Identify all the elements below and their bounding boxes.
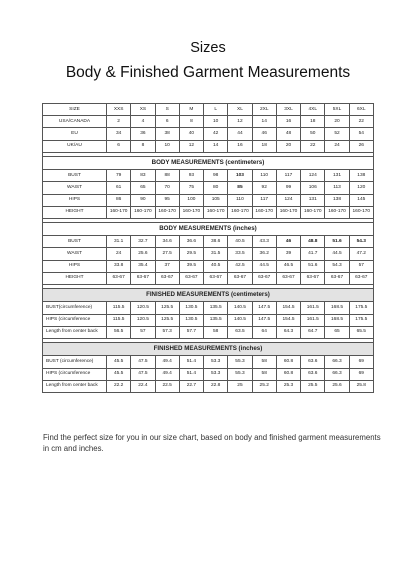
section-title: FINISHED MEASUREMENTS (inches) [43,342,374,355]
table-cell: 18 [252,140,276,152]
row-label: HIPS (circumference [43,368,107,380]
table-row [43,326,374,338]
table-cell: 50 [301,128,325,140]
table-cell: 18 [301,116,325,128]
table-cell: 2 [107,116,131,128]
table-cell: 10 [155,140,179,152]
table-cell: 130.5 [179,314,203,326]
table-cell: 175.5 [349,314,373,326]
table-cell: 51.6 [301,260,325,272]
table-cell: 83 [131,170,155,182]
table-cell: 92 [252,182,276,194]
table-cell: 160-170 [179,206,203,218]
table-cell: 160-170 [131,206,155,218]
table-cell: 25.6 [325,380,349,392]
table-cell: 64.3 [276,326,300,338]
table-cell: 99 [276,182,300,194]
table-cell: 154.5 [276,314,300,326]
table-cell: 66.3 [325,356,349,368]
table-cell: 45.5 [107,368,131,380]
table-cell: 43.3 [252,236,276,248]
table-cell: 48 [276,128,300,140]
table-cell: 168.5 [325,302,349,314]
table-cell: 36.6 [179,236,203,248]
table-cell: 42.5 [228,260,252,272]
page-subtitle: Body & Finished Garment Measurements [65,64,351,81]
table-cell: 45.5 [107,356,131,368]
table-row [43,272,374,284]
section-title: BODY MEASUREMENTS (inches) [43,222,374,235]
table-cell: 110 [228,194,252,206]
table-cell: 140.5 [228,314,252,326]
table-cell: 63-67 [204,272,228,284]
table-cell: 154.5 [276,302,300,314]
table-cell: 47.2 [349,248,373,260]
table-cell: S [155,104,179,116]
section-header-row [43,222,374,235]
table-cell: 125.5 [155,302,179,314]
table-cell: 34 [107,128,131,140]
table-cell: 40 [179,128,203,140]
row-label: BUST (circumference) [43,356,107,368]
table-cell: 22.7 [179,380,203,392]
table-cell: 138 [349,170,373,182]
table-row [43,128,374,140]
row-label: WAIST [43,182,107,194]
table-cell: 135.5 [204,314,228,326]
table-cell: 113 [325,182,349,194]
table-cell: 65 [325,326,349,338]
row-label: USA/CANADA [43,116,107,128]
table-cell: 10 [204,116,228,128]
row-label: BUST [43,236,107,248]
table-cell: 93 [179,170,203,182]
row-label: BUST(circumference) [43,302,107,314]
table-cell: 24 [107,248,131,260]
table-cell: 161.5 [301,302,325,314]
table-cell: 22 [301,140,325,152]
table-cell: 69 [349,368,373,380]
table-row [43,236,374,248]
table-cell: 20 [325,116,349,128]
table-cell: 25.5 [301,380,325,392]
table-cell: 88 [155,170,179,182]
table-cell: 31.5 [204,248,228,260]
table-row [43,302,374,314]
table-cell: 124 [301,170,325,182]
row-label: Length from center back [43,326,107,338]
table-row [43,104,374,116]
table-cell: 63.5 [228,326,252,338]
table-cell: 24 [325,140,349,152]
table-cell: 27.5 [155,248,179,260]
table-cell: 70 [155,182,179,194]
table-cell: 120.5 [131,314,155,326]
table-cell: 147.5 [252,314,276,326]
table-cell: 85 [228,182,252,194]
table-cell: 25.6 [131,248,155,260]
table-cell: 115.5 [107,302,131,314]
table-cell: 38 [155,128,179,140]
table-cell: 20 [276,140,300,152]
table-cell: 14 [252,116,276,128]
table-cell: 63.6 [301,356,325,368]
table-cell: 53.3 [204,356,228,368]
table-cell: 63-67 [276,272,300,284]
table-cell: 14 [204,140,228,152]
table-row [43,380,374,392]
table-cell: 34.6 [155,236,179,248]
table-cell: 160-170 [325,206,349,218]
footer-text: Find the perfect size for you in our size chart, based on body and finished garment measurements in cm and inches. [43,433,381,453]
table-cell: 41.7 [301,248,325,260]
table-cell: 57.3 [155,326,179,338]
table-cell: M [179,104,203,116]
table-cell: 49.4 [155,356,179,368]
table-row [43,170,374,182]
table-cell: 58 [252,368,276,380]
table-cell: 4XL [301,104,325,116]
table-cell: 80 [204,182,228,194]
table-cell: 64.7 [301,326,325,338]
table-cell: 147.5 [252,302,276,314]
table-cell: 6XL [349,104,373,116]
table-cell: 4 [131,116,155,128]
table-cell: 36.2 [252,248,276,260]
table-cell: 160-170 [276,206,300,218]
table-cell: 90 [131,194,155,206]
table-cell: 58 [204,326,228,338]
table-cell: 63-67 [131,272,155,284]
size-chart-table [42,103,374,393]
table-cell: 60.8 [276,356,300,368]
table-cell: 63-67 [325,272,349,284]
table-cell: 63-67 [228,272,252,284]
table-cell: 22.5 [155,380,179,392]
table-cell: 64 [252,326,276,338]
table-row [43,314,374,326]
table-cell: 160-170 [155,206,179,218]
table-cell: 69 [349,356,373,368]
table-cell: 115.5 [107,314,131,326]
section-title: FINISHED MEASUREMENTS (centimeters) [43,289,374,302]
table-cell: 117 [252,194,276,206]
table-cell: 66.3 [325,368,349,380]
table-cell: 52 [325,128,349,140]
table-cell: 79 [107,170,131,182]
table-cell: 39 [276,248,300,260]
table-cell: 33.5 [228,248,252,260]
table-cell: 65.5 [349,326,373,338]
table-row [43,182,374,194]
table-cell: 106 [301,182,325,194]
table-cell: 33.8 [107,260,131,272]
table-cell: 117 [276,170,300,182]
table-cell: 35.4 [131,260,155,272]
table-cell: 125.5 [155,314,179,326]
table-cell: 98 [204,170,228,182]
table-cell: 58 [252,356,276,368]
table-cell: 25.3 [276,380,300,392]
table-cell: 25 [228,380,252,392]
table-cell: 2XL [252,104,276,116]
table-row [43,368,374,380]
table-cell: 54.3 [349,236,373,248]
table-cell: XXS [107,104,131,116]
table-cell: 51.4 [179,356,203,368]
table-cell: 22.8 [204,380,228,392]
section-header-row [43,289,374,302]
table-cell: 38.6 [204,236,228,248]
table-cell: 16 [276,116,300,128]
table-cell: 131 [301,194,325,206]
table-cell: 46 [252,128,276,140]
table-cell: 160-170 [228,206,252,218]
table-cell: 63-67 [179,272,203,284]
table-cell: 168.5 [325,314,349,326]
table-cell: 26 [349,140,373,152]
section-header-row [43,156,374,169]
table-cell: 46 [276,236,300,248]
table-cell: 51.4 [179,368,203,380]
table-cell: 160-170 [204,206,228,218]
table-cell: 160-170 [349,206,373,218]
table-cell: 40.5 [204,260,228,272]
row-label: HIPS (circumference [43,314,107,326]
row-label: HEIGHT [43,272,107,284]
table-cell: 95 [155,194,179,206]
table-row [43,248,374,260]
table-cell: 32.7 [131,236,155,248]
table-cell: 39.5 [179,260,203,272]
table-cell: 54.3 [325,260,349,272]
table-cell: 161.5 [301,314,325,326]
table-cell: 54 [349,128,373,140]
table-cell: 131 [325,170,349,182]
table-cell: 120.5 [131,302,155,314]
table-cell: 25.2 [252,380,276,392]
table-cell: 40.5 [228,236,252,248]
table-cell: 63-67 [252,272,276,284]
table-cell: 65 [131,182,155,194]
table-cell: 160-170 [252,206,276,218]
table-cell: 25.8 [349,380,373,392]
table-cell: 160-170 [301,206,325,218]
table-cell: 44.5 [325,248,349,260]
table-cell: 175.5 [349,302,373,314]
table-cell: 31.1 [107,236,131,248]
table-row [43,260,374,272]
table-cell: 135.5 [204,302,228,314]
table-cell: 63-67 [107,272,131,284]
table-cell: 103 [228,170,252,182]
table-cell: 120 [349,182,373,194]
table-cell: 6 [107,140,131,152]
table-cell: 42 [204,128,228,140]
table-cell: 47.5 [131,356,155,368]
table-cell: 53.3 [204,368,228,380]
table-cell: 29.5 [179,248,203,260]
table-cell: 22 [349,116,373,128]
table-cell: 57 [349,260,373,272]
table-cell: 22.2 [107,380,131,392]
row-label: UK/AU [43,140,107,152]
table-cell: 105 [204,194,228,206]
section-title: BODY MEASUREMENTS (centimeters) [43,156,374,169]
table-cell: 138 [325,194,349,206]
table-cell: 100 [179,194,203,206]
table-cell: 5XL [325,104,349,116]
table-cell: 55.3 [228,368,252,380]
table-cell: 140.5 [228,302,252,314]
table-cell: 63-67 [301,272,325,284]
table-cell: 86 [107,194,131,206]
table-cell: 46.5 [276,260,300,272]
table-cell: 55.3 [228,356,252,368]
table-cell: XL [228,104,252,116]
table-cell: 63-67 [349,272,373,284]
section-header-row [43,342,374,355]
table-cell: 57.7 [179,326,203,338]
table-row [43,140,374,152]
table-row [43,194,374,206]
table-cell: 61 [107,182,131,194]
table-cell: 6 [155,116,179,128]
table-cell: 63.6 [301,368,325,380]
table-row [43,356,374,368]
row-label: HEIGHT [43,206,107,218]
table-row [43,206,374,218]
table-cell: 130.5 [179,302,203,314]
table-cell: L [204,104,228,116]
table-cell: XS [131,104,155,116]
table-cell: 44 [228,128,252,140]
row-label: BUST [43,170,107,182]
row-label: EU [43,128,107,140]
table-cell: 49.4 [155,368,179,380]
table-cell: 124 [276,194,300,206]
page-title: Sizes [190,40,226,56]
table-cell: 44.5 [252,260,276,272]
table-cell: 57 [131,326,155,338]
table-cell: 37 [155,260,179,272]
table-cell: 63-67 [155,272,179,284]
row-label: SIZE [43,104,107,116]
table-cell: 16 [228,140,252,152]
table-cell: 12 [228,116,252,128]
table-cell: 8 [131,140,155,152]
table-cell: 12 [179,140,203,152]
table-cell: 60.8 [276,368,300,380]
table-row [43,116,374,128]
table-cell: 47.5 [131,368,155,380]
table-cell: 48.8 [301,236,325,248]
row-label: WAIST [43,248,107,260]
row-label: HIPS [43,260,107,272]
table-cell: 22.4 [131,380,155,392]
row-label: Length from center back [43,380,107,392]
table-cell: 75 [179,182,203,194]
table-cell: 145 [349,194,373,206]
row-label: HIPS [43,194,107,206]
table-cell: 110 [252,170,276,182]
table-cell: 8 [179,116,203,128]
table-cell: 3XL [276,104,300,116]
table-cell: 160-170 [107,206,131,218]
table-cell: 56.5 [107,326,131,338]
table-cell: 51.6 [325,236,349,248]
table-cell: 36 [131,128,155,140]
